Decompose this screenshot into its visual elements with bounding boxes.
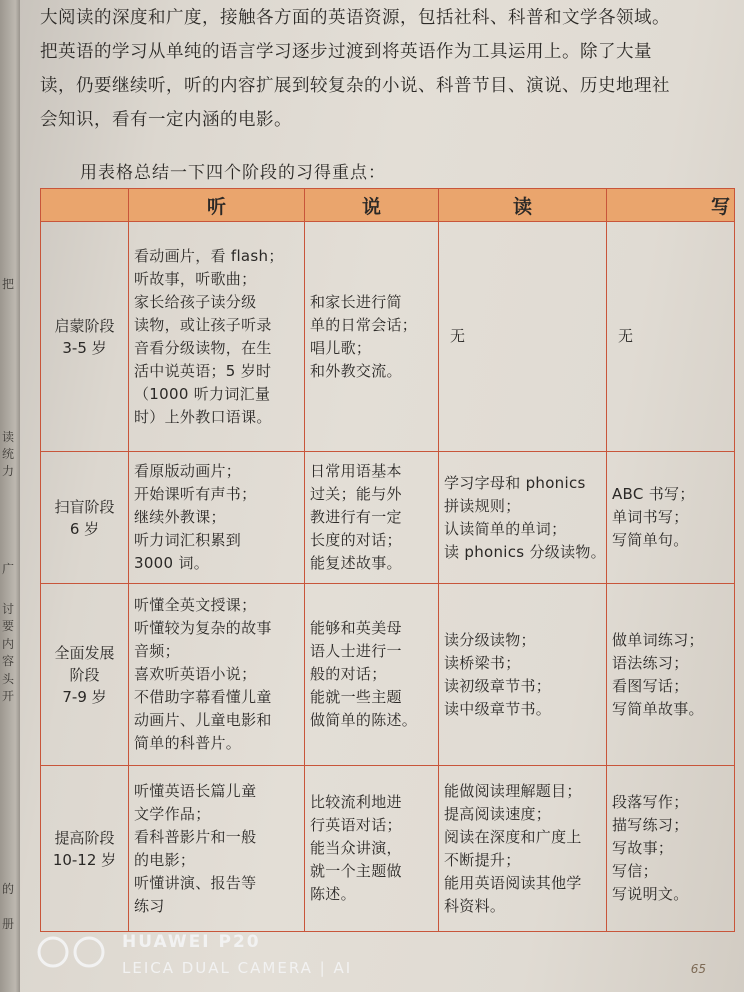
speak-cell: 日常用语基本 过关；能与外 教进行有一定 长度的对话； 能复述故事。 xyxy=(305,452,439,584)
left-page-fragment: 的 xyxy=(2,882,15,896)
table-row xyxy=(41,584,735,766)
learning-stages-table xyxy=(40,188,735,932)
body-text-line: 把英语的学习从单纯的语言学习逐步过渡到将英语作为工具运用上。除了大量 xyxy=(40,42,652,62)
speak-cell: 和家长进行简 单的日常会话； 唱儿歌； 和外教交流。 xyxy=(305,222,439,452)
table-row xyxy=(41,766,735,932)
stage-cell: 扫盲阶段 6 岁 xyxy=(41,452,129,584)
page-number: 65 xyxy=(690,962,706,976)
left-page-fragment: 广 xyxy=(2,562,15,576)
table-caption: 用表格总结一下四个阶段的习得重点： xyxy=(80,163,386,183)
left-page-fragment: 讨要 xyxy=(2,602,15,633)
read-cell: 读分级读物； 读桥梁书； 读初级章节书； 读中级章节书。 xyxy=(439,584,607,766)
left-page-fragment: 册 xyxy=(2,917,15,931)
left-page-fragment: 力 xyxy=(2,464,15,478)
left-page-fragment: 读 xyxy=(2,430,15,444)
left-page-fragment: 内容 xyxy=(2,637,15,668)
read-cell: 学习字母和 phonics 拼读规则； 认读简单的单词； 读 phonics 分级读物。 xyxy=(439,452,607,584)
body-text-line: 会知识，看有一定内涵的电影。 xyxy=(40,110,292,130)
speak-cell: 能够和英美母 语人士进行一 般的对话； 能就一些主题 做简单的陈述。 xyxy=(305,584,439,766)
adjacent-page-edge xyxy=(0,0,22,992)
write-cell: 做单词练习； 语法练习； 看图写话； 写简单故事。 xyxy=(607,584,735,766)
camera-rings-icon xyxy=(36,935,108,969)
write-cell: 无 xyxy=(607,222,735,452)
listen-cell: 听懂全英文授课； 听懂较为复杂的故事 音频； 喜欢听英语小说； 不借助字幕看懂儿童 动画片、儿童电影和 简单的科普片。 xyxy=(129,584,305,766)
header-read: 读 xyxy=(439,189,607,222)
body-text-line: 大阅读的深度和广度，接触各方面的英语资源，包括社科、科普和文学各领域。 xyxy=(40,8,670,28)
body-text-line: 读，仍要继续听，听的内容扩展到较复杂的小说、科普节目、演说、历史地理社 xyxy=(40,76,670,96)
read-cell: 无 xyxy=(439,222,607,452)
book-page xyxy=(20,0,744,992)
speak-cell: 比较流利地进 行英语对话； 能当众讲演， 就一个主题做 陈述。 xyxy=(305,766,439,932)
header-speak: 说 xyxy=(305,189,439,222)
camera-watermark-lens: LEICA DUAL CAMERA | AI xyxy=(122,959,353,977)
header-listen: 听 xyxy=(129,189,305,222)
table-row xyxy=(41,222,735,452)
header-stage xyxy=(41,189,129,222)
header-write: 写 xyxy=(607,189,735,222)
read-cell: 能做阅读理解题目； 提高阅读速度； 阅读在深度和广度上 不断提升； 能用英语阅读其他学 科资料。 xyxy=(439,766,607,932)
left-page-fragment: 头开 xyxy=(2,672,15,703)
write-cell: 段落写作； 描写练习； 写故事； 写信； 写说明文。 xyxy=(607,766,735,932)
left-page-fragment: 统 xyxy=(2,447,15,461)
listen-cell: 看动画片，看 flash； 听故事，听歌曲； 家长给孩子读分级 读物，或让孩子听录 音看分级读物，在生 活中说英语；5 岁时 （1000 听力词汇量 时）上外教口语课。 xyxy=(129,222,305,452)
listen-cell: 看原版动画片； 开始课听有声书； 继续外教课； 听力词汇积累到 3000 词。 xyxy=(129,452,305,584)
listen-cell: 听懂英语长篇儿童 文学作品； 看科普影片和一般 的电影； 听懂讲演、报告等 练习 xyxy=(129,766,305,932)
table-row xyxy=(41,452,735,584)
write-cell: ABC 书写； 单词书写； 写简单句。 xyxy=(607,452,735,584)
stage-cell: 全面发展 阶段 7-9 岁 xyxy=(41,584,129,766)
stage-cell: 提高阶段 10-12 岁 xyxy=(41,766,129,932)
left-page-fragment: 把 xyxy=(2,277,15,291)
table-header-row xyxy=(41,189,735,222)
camera-watermark-model: HUAWEI P20 xyxy=(122,932,261,952)
stage-cell: 启蒙阶段 3-5 岁 xyxy=(41,222,129,452)
